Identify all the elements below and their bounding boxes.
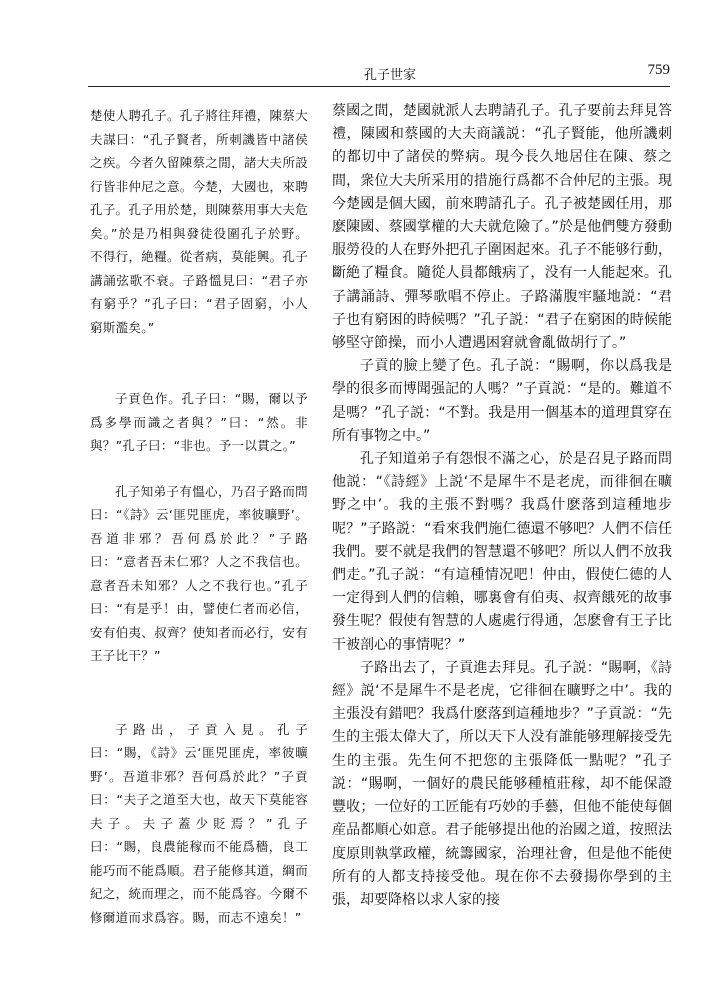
original-text-column — [90, 104, 308, 984]
translation-paragraph: 子路出去了，子貢進去拜見。孔子説：“賜啊，《詩經》説‘不是犀牛不是老虎，它徘徊在曠野之中’。我的主張没有錯吧？我爲什麽落到這種地步？”子貢説：“先生的主張太偉大了，所以天下人没有誰能够理解接受先生的主張。先生何不把您的主張降低一點呢？”孔子説：“賜啊，一個好的農民能够種植莊稼，却不能保證豐收；一位好的工匠能有巧妙的手藝，但他不能使每個産品都順心如意。君子能够提出他的治國之道，按照法度原則執掌政權，統籌國家，治理社會，但是他不能使所有的人都支持接受他。現在你不去發揚你學到的主張，却要降格以求人家的接 — [332, 659, 672, 908]
running-title: 孔子世家 — [363, 68, 416, 83]
original-paragraph: 子路出，子貢入見。孔子曰：“賜，《詩》云‘匪兕匪虎，率彼曠野’。吾道非邪？吾何爲於此？”子貢曰：“夫子之道至大也，故天下莫能容夫子。夫子蓋少貶焉？”孔子曰：“賜，良農能稼而不能爲穡，良工能巧而不能爲順。君子能修其道，綱而紀之，統而理之，而不能爲容。今爾不修爾道而求爲容。賜，而志不遠矣！” — [90, 721, 308, 925]
original-paragraph: 孔子知弟子有慍心，乃召子路而問曰：“《詩》云‘匪兕匪虎，率彼曠野’。吾道非邪？吾何爲於此？”子路曰：“意者吾未仁邪？人之不我信也。意者吾未知邪？人之不我行也。”孔子曰：“有是乎！由，譬使仁者而必信，安有伯夷、叔齊？使知者而必行，安有王子比干？” — [90, 483, 308, 663]
original-paragraph: 子貢色作。孔子曰：“賜，爾以予爲多學而識之者與？”曰：“然。非與？”孔子曰：“非也。予一以貫之。” — [90, 391, 308, 453]
original-paragraph: 楚使人聘孔子。孔子將往拜禮，陳蔡大夫謀曰：“孔子賢者，所刺譏皆中諸侯之疾。今者久留陳蔡之閒，諸大夫所設行皆非仲尼之意。今楚，大國也，來聘孔子。孔子用於楚，則陳蔡用事大夫危矣。”於是乃相與發徒役圍孔子於野。不得行，絶糧。從者病，莫能興。孔子講誦弦歌不衰。子路慍見曰：“君子亦有窮乎？”孔子曰：“君子固窮，小人窮斯濫矣。” — [90, 108, 308, 335]
header-rule — [88, 86, 670, 87]
page-number: 759 — [647, 62, 670, 78]
translation-paragraph: 孔子知道弟子有怨恨不滿之心，於是召見子路而問他説：“《詩經》上説‘不是犀牛不是老虎，而徘徊在曠野之中’。我的主張不對嗎？我爲什麽落到這種地步呢？”子路説：“看來我們施仁德還不够吧？人們不信任我們。要不就是我們的智慧還不够吧？所以人們不放我們走。”孔子説：“有這種情况吧！仲由，假使仁德的人一定得到人們的信賴，哪裏會有伯夷、叔齊餓死的故事發生呢？假使有智慧的人處處行得通，怎麽會有王子比干被剖心的事情呢？” — [332, 451, 672, 653]
page-header — [90, 62, 670, 84]
translation-paragraph: 蔡國之間，楚國就派人去聘請孔子。孔子要前去拜見答禮，陳國和蔡國的大夫商議説：“孔子賢能，他所譏刺的都切中了諸侯的弊病。現今長久地居住在陳、蔡之間，衆位大夫所采用的措施行爲都不合仲尼的主張。現今楚國是個大國，前來聘請孔子。孔子被楚國任用，那麽陳國、蔡國掌權的大夫就危險了。”於是他們雙方發動服勞役的人在野外把孔子圍困起來。孔子不能够行動，斷絶了糧食。隨從人員都餓病了，没有一人能起來。孔子講誦詩、彈琴歌唱不停止。子路滿腹牢騷地説：“君子也有窮困的時候嗎？”孔子説：“君子在窮困的時候能够堅守節操，而小人遭遇困窘就會亂做胡行了。” — [332, 103, 672, 352]
translation-paragraph: 子貢的臉上變了色。孔子説：“賜啊，你以爲我是學的很多而博聞强記的人嗎？”子貢説：“是的。難道不是嗎？”孔子説：“不對。我是用一個基本的道理貫穿在所有事物之中。” — [332, 358, 672, 444]
translation-column — [332, 100, 672, 980]
